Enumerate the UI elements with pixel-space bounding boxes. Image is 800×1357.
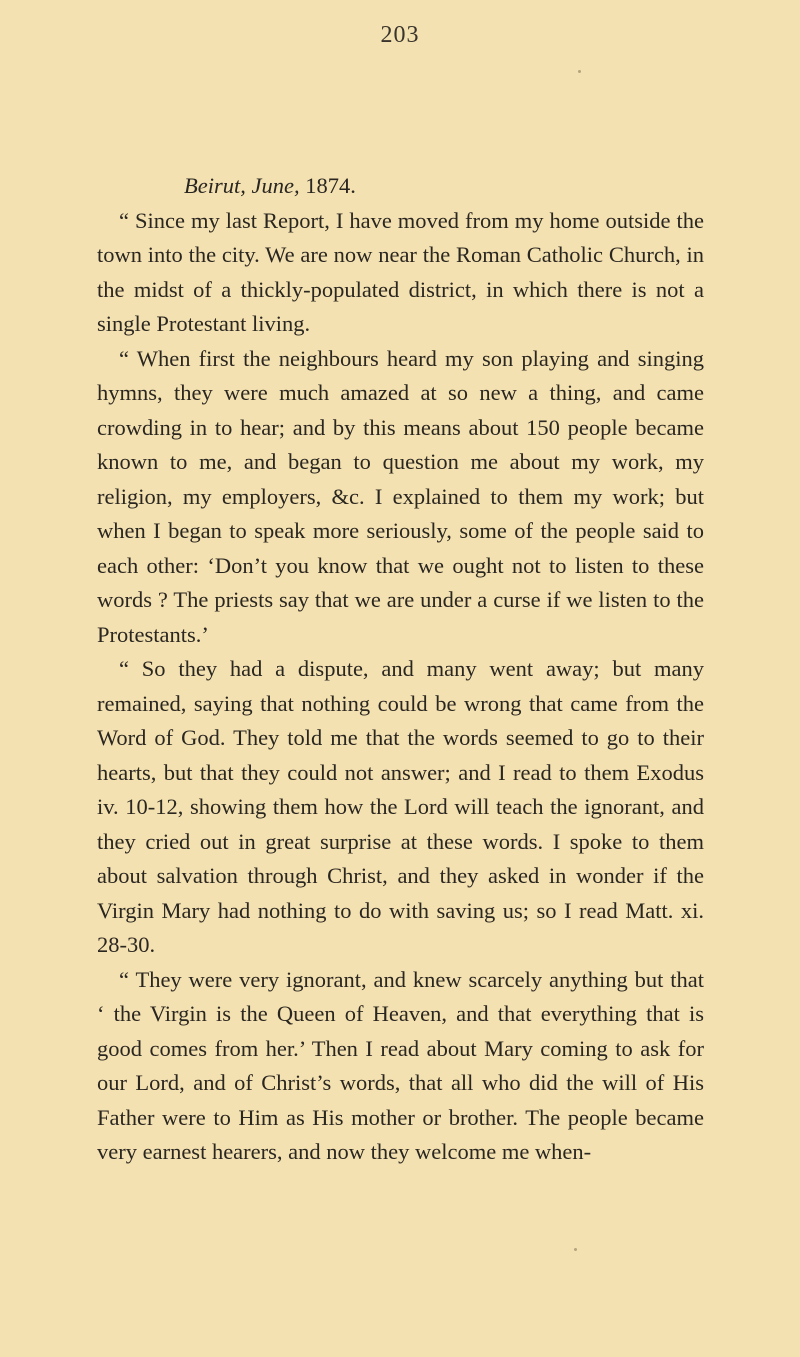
paragraph: “ So they had a dispute, and many went away; but many remained, saying that nothing could be wrong that came from the Word of God. They told me that the words seemed to go to their hearts, but that they could not answer; and I read to them Exodus iv. 10-12, showing them how the Lord will teach the ignorant, and they cried out in great surprise at these words. I spoke to them about salvation through Christ, and they asked in wonder if the Virgin Mary had nothing to do with saving us; so I read Matt. xi. 28-30. [97,656,704,957]
letter-body [97,171,704,1170]
paper-speck [578,70,581,73]
paper-speck [574,1248,577,1251]
paragraph: “ When first the neighbours heard my son playing and singing hymns, they were much amazed at so new a thing, and came crowding in to hear; and by this means about 150 people became known to me, and began to question me about my work, my religion, my employers, &c. I explained to them my work; but when I began to speak more seriously, some of the people said to each other: ‘Don’t you know that we ought not to listen to these words ? The priests say that we are under a curse if we listen to the Protestants.’ [97,345,704,647]
paragraph: “ They were very ignorant, and knew scarcely anything but that ‘ the Virgin is the Queen of Heaven, and that everything that is good comes from her.’ Then I read about Mary coming to ask for our Lord, and of Christ’s words, that all who did the will of His Father were to Him as His mother or brother. The people became very earnest hearers, and now they welcome me when- [97,966,704,1164]
dateline-year: 1874. [305,173,356,198]
dateline [97,169,704,204]
page-number: 203 [380,22,420,48]
paragraph: “ Since my last Report, I have moved from my home outside the town into the city. We are now near the Roman Catholic Church, in the midst of a thickly-populated district, in which there is not a single Protestant living. [97,207,704,336]
dateline-place-date: Beirut, June, [184,173,300,198]
